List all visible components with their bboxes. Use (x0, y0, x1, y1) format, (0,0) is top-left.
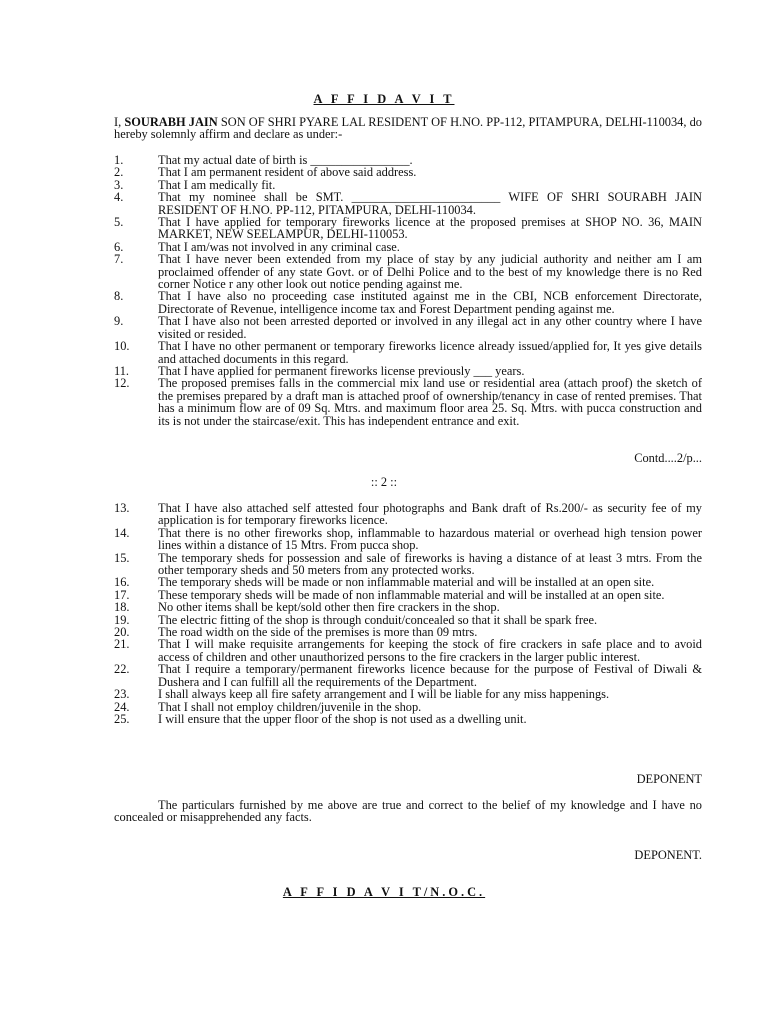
item-number: 12. (114, 376, 130, 391)
list-item (114, 713, 702, 725)
item-number: 9. (114, 314, 124, 329)
list-item (114, 601, 702, 613)
list-item (114, 315, 702, 340)
item-number: 6. (114, 239, 124, 254)
item-text: That I am permanent resident of above said address. (158, 165, 417, 180)
document-title: A F F I D A V I T (313, 92, 455, 106)
item-text: The electric fitting of the shop is through conduit/concealed so that it shall be spark free. (158, 612, 598, 627)
item-number: 23. (114, 687, 130, 702)
list-item (114, 688, 702, 700)
intro-paragraph (114, 116, 702, 141)
item-number: 16. (114, 575, 130, 590)
item-text: That I am medically fit. (158, 177, 276, 192)
list-item (114, 166, 702, 178)
item-number: 1. (114, 153, 124, 167)
item-text: That I have also no proceeding case instituted against me in the CBI, NCB enforcement Directorate, Directorate of Revenue, intelligence income tax and Forest Department pending against me. (158, 289, 702, 316)
item-text: The proposed premises falls in the commercial mix land use or residential area (attach proof) the sketch of the premises prepared by a draft man is attached proof of ownership/tenancy in case of rented premises. That has a minimum flow are of 09 Sq. Mtrs. and maximum floor area 25. Sq. Mtrs. with pucca construction and its is not under the staircase/exit. This has independent entrance and exit. (158, 376, 702, 428)
declaration-list-part-1 (114, 154, 702, 427)
list-item (114, 638, 702, 663)
item-text: The temporary sheds for possession and sale of fireworks is having a distance of at least 3 mtrs. From the other temporary sheds and 50 meters from any protected works. (158, 550, 702, 578)
item-text: That I have applied for permanent fireworks license previously ___ years. (158, 363, 525, 378)
item-text: That there is no other fireworks shop, inflammable to hazardous material or overhead high tension power lines within a distance of 15 Mtrs. From pucca shop. (158, 525, 702, 553)
list-item (114, 527, 702, 552)
item-text: That I shall not employ children/juvenile in the shop. (158, 699, 422, 714)
item-number: 17. (114, 587, 130, 602)
continued-note: Contd....2/p... (634, 451, 702, 465)
item-number: 18. (114, 600, 130, 615)
item-number: 7. (114, 252, 124, 267)
list-item (114, 216, 702, 241)
list-item (114, 552, 702, 577)
item-text: That I have also not been arrested deported or involved in any illegal act in any other country where I have visited or resided. (158, 314, 702, 341)
item-text: No other items shall be kept/sold other then fire crackers in the shop. (158, 600, 500, 615)
page-marker: :: 2 :: (370, 475, 398, 489)
item-text: That I have never been extended from my place of stay by any judicial authority and neither am I am proclaimed offender of any state Govt. or of Delhi Police and to the best of my knowledge there is no Red corner Notice r any other look out notice pending against me. (158, 252, 702, 292)
item-text: That I will make requisite arrangements for keeping the stock of fire crackers in safe place and to avoid access of children and other unauthorized persons to the fire crackers in the larger public interest. (158, 637, 702, 664)
item-number: 13. (114, 501, 130, 515)
item-number: 20. (114, 625, 130, 640)
item-number: 19. (114, 612, 130, 627)
list-item (114, 502, 702, 527)
item-text: These temporary sheds will be made of non inflammable material and will be installed at an open site. (158, 587, 665, 602)
item-number: 15. (114, 550, 130, 565)
list-item (114, 340, 702, 365)
item-text: I will ensure that the upper floor of the shop is not used as a dwelling unit. (158, 711, 527, 726)
declaration-list-part-2 (114, 502, 702, 725)
item-number: 5. (114, 215, 124, 230)
item-number: 24. (114, 699, 130, 714)
item-number: 21. (114, 637, 130, 652)
declaration-paragraph: The particulars furnished by me above are true and correct to the belief of my knowledge and I have no concealed or misapprehended any facts. (114, 798, 702, 825)
item-text: That I require a temporary/permanent fireworks licence because for the purpose of Festival of Diwali & Dushera and I can fulfill all the requirements of the Department. (158, 662, 702, 689)
item-text: That I have also attached self attested four photographs and Bank draft of Rs.200/- as security fee of my application is for temporary fireworks licence. (158, 501, 702, 528)
deponent-signature-label: DEPONENT (636, 772, 702, 786)
item-text: That my actual date of birth is ________________. (158, 153, 413, 167)
item-number: 8. (114, 289, 124, 304)
item-text: That I have no other permanent or temporary fireworks licence already issued/applied for, It yes give details and attached documents in this regard. (158, 339, 702, 366)
item-text: I shall always keep all fire safety arrangement and I will be liable for any miss happenings. (158, 687, 610, 702)
item-number: 2. (114, 165, 124, 180)
item-text: That I have applied for temporary fireworks licence at the proposed premises at SHOP NO. 36, MAIN MARKET, NEW SEELAMPUR, DELHI-110053. (158, 215, 702, 242)
item-number: 11. (114, 363, 130, 378)
item-number: 4. (114, 190, 124, 205)
list-item (114, 576, 702, 588)
intro-rest: SON OF SHRI PYARE LAL RESIDENT OF H.NO. PP-112, PITAMPURA, DELHI-110034, do hereby solemnly affirm and declare as under:- (114, 115, 703, 142)
list-item (114, 191, 702, 216)
deponent-name: SOURABH JAIN (124, 115, 218, 129)
item-number: 3. (114, 177, 124, 192)
list-item (114, 663, 702, 688)
list-item (114, 253, 702, 290)
item-number: 14. (114, 525, 130, 540)
item-number: 10. (114, 339, 130, 354)
document-title-2: A F F I D A V I T/N.O.C. (282, 885, 486, 899)
list-item (114, 290, 702, 315)
item-text: That my nominee shall be SMT. ________________________ WIFE OF SHRI SOURABH JAIN RESIDENT OF H.NO. PP-112, PITAMPURA, DELHI-110034. (158, 190, 702, 217)
item-number: 25. (114, 711, 130, 726)
item-text: The temporary sheds will be made or non inflammable material and will be installed at an open site. (158, 575, 655, 590)
list-item (114, 377, 702, 427)
item-text: That I am/was not involved in any criminal case. (158, 239, 400, 254)
intro-prefix: I, (114, 115, 125, 129)
deponent-signature-label-2: DEPONENT. (634, 848, 702, 862)
item-text: The road width on the side of the premises is more than 09 mtrs. (158, 625, 478, 640)
item-number: 22. (114, 662, 130, 677)
